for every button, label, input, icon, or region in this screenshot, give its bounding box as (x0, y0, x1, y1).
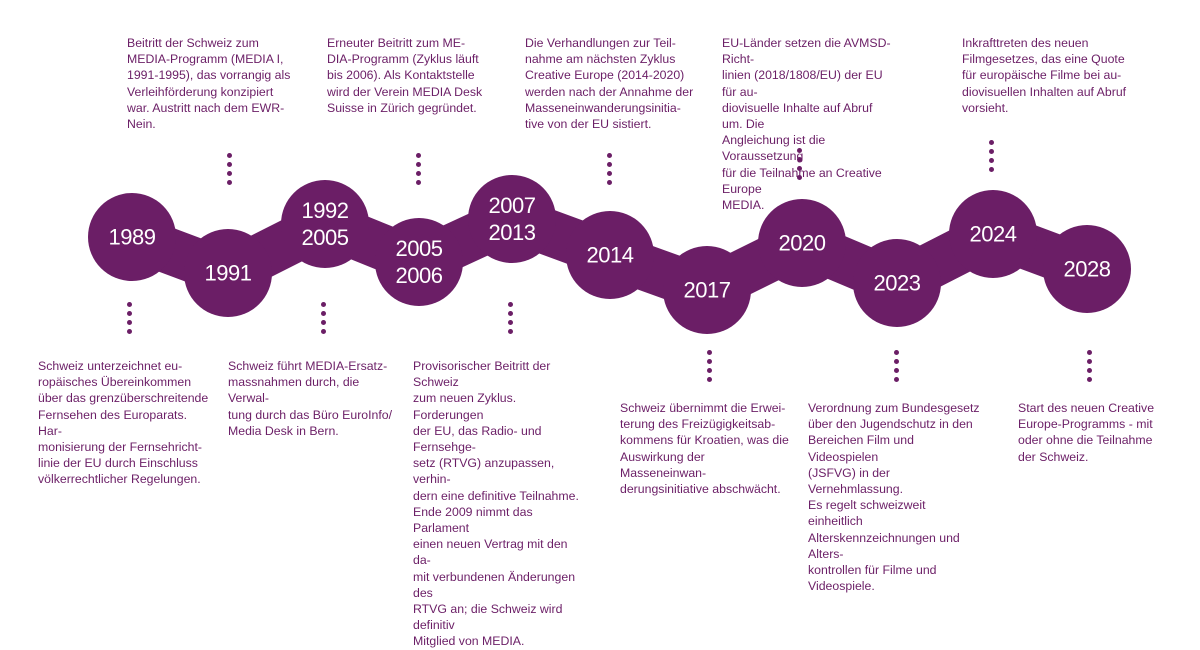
dotted-connector (989, 140, 995, 176)
connector-dot (227, 162, 232, 167)
dotted-connector (707, 350, 713, 386)
connector-dot (989, 140, 994, 145)
connector-dot (416, 153, 421, 158)
milestone-year-label: 2020 (778, 230, 826, 256)
connector-dot (416, 162, 421, 167)
milestone-year-label: 1992 (301, 198, 349, 223)
milestone-year (205, 260, 252, 287)
connector-dot (989, 158, 994, 163)
milestone-description: Schweiz übernimmt die Erwei- terung des Freizügigkeitsab- kommens für Kroatien, was die Auswirkung der Masseneinwan- derungsinitiative abschwächt. (620, 401, 789, 497)
connector-dot (707, 368, 712, 373)
milestone-year-label: 2005 (301, 225, 349, 250)
dotted-connector (508, 302, 514, 338)
milestone-description: EU-Länder setzen die AVMSD-Richt- linien (2018/1808/EU) der EU für au- diovisuelle Inhalte auf Abruf um. Die Angleichung ist die Voraussetzung für die Teilnahme an Creative Europe MEDIA. (722, 36, 891, 213)
dotted-connector (1087, 350, 1093, 386)
dotted-connector (321, 302, 327, 338)
milestone-year (970, 221, 1017, 248)
connector-dot (127, 329, 132, 334)
connector-dot (127, 311, 132, 316)
connector-dot (508, 311, 513, 316)
milestone-description: Verordnung zum Bundesgesetz über den Jugendschutz in den Bereichen Film und Videospielen (JSFVG) in der Vernehmlassung. Es regelt schweizweit einheitlich Alterskennzeichnungen und Alters- kontrollen für Filme und Videospiele. (808, 401, 980, 594)
connector-dot (227, 171, 232, 176)
milestone-description: Schweiz führt MEDIA-Ersatz- massnahmen durch, die Verwal- tung durch das Büro EuroInfo/ Media Desk in Bern. (228, 359, 393, 438)
dotted-connector (416, 153, 422, 189)
milestone-description: Provisorischer Beitritt der Schweiz zum neuen Zyklus. Forderungen der EU, das Radio- und Fernsehge- setz (RTVG) anzupassen, verhin- dern eine definitive Teilnahme. Ende 2009 nimmt das Parlament einen neuen Vertrag mit den da- mit verbundenen Änderungen des RTVG an; die Schweiz wird definitiv Mitglied von MEDIA. (413, 359, 579, 649)
connector-dot (894, 350, 899, 355)
milestone-year-label: 2013 (488, 220, 536, 245)
milestone-year (779, 230, 826, 257)
connector-dot (416, 171, 421, 176)
milestone-year-label: 2014 (586, 242, 634, 268)
milestone-description: Start des neuen Creative Europe-Programms - mit oder ohne die Teilnahme der Schweiz. (1018, 401, 1155, 464)
milestone-year (396, 235, 443, 289)
milestone-description: Beitritt der Schweiz zum MEDIA-Programm (MEDIA I, 1991-1995), das vorrangig als Verleihförderung konzipiert war. Austritt nach dem EWR- Nein. (127, 36, 291, 132)
milestone-year-label: 2028 (1063, 256, 1111, 282)
dotted-connector (607, 153, 613, 189)
connector-dot (707, 377, 712, 382)
connector-dot (127, 302, 132, 307)
connector-dot (321, 320, 326, 325)
connector-dot (321, 311, 326, 316)
milestone-year-label: 2006 (395, 263, 443, 288)
connector-dot (607, 162, 612, 167)
milestone-year (302, 197, 349, 251)
milestone-year-label: 2005 (395, 236, 443, 261)
connector-dot (989, 149, 994, 154)
connector-dot (321, 302, 326, 307)
connector-dot (607, 180, 612, 185)
connector-dot (894, 377, 899, 382)
connector-dot (227, 180, 232, 185)
connector-dot (127, 320, 132, 325)
milestone-year-label: 2007 (488, 193, 536, 218)
connector-dot (707, 350, 712, 355)
connector-dot (1087, 359, 1092, 364)
milestone-year (109, 224, 156, 251)
connector-dot (989, 167, 994, 172)
milestone-year-label: 2024 (969, 221, 1017, 247)
connector-dot (508, 302, 513, 307)
connector-dot (707, 359, 712, 364)
connector-dot (416, 180, 421, 185)
connector-dot (508, 329, 513, 334)
dotted-connector (227, 153, 233, 189)
connector-dot (894, 368, 899, 373)
milestone-year-label: 1991 (204, 260, 252, 286)
milestone-description: Schweiz unterzeichnet eu- ropäisches Übereinkommen über das grenzüberschreitende Fernsehen des Europarats. Har- monisierung der Fernsehricht- linie der EU durch Einschluss völkerrechtlicher Regelungen. (38, 359, 209, 487)
dotted-connector (894, 350, 900, 386)
connector-dot (508, 320, 513, 325)
connector-dot (607, 153, 612, 158)
milestone-description: Inkrafttreten des neuen Filmgesetzes, das eine Quote für europäische Filme bei au- diovisuellen Inhalten auf Abruf vorsieht. (962, 36, 1127, 115)
connector-dot (607, 171, 612, 176)
milestone-year (874, 270, 921, 297)
connector-dot (1087, 377, 1092, 382)
connector-dot (1087, 350, 1092, 355)
milestone-description: Erneuter Beitritt zum ME- DIA-Programm (Zyklus läuft bis 2006). Als Kontaktstelle wird der Verein MEDIA Desk Suisse in Zürich gegründet. (327, 36, 483, 115)
milestone-year-label: 2017 (683, 277, 731, 303)
milestone-year (587, 242, 634, 269)
milestone-year (489, 192, 536, 246)
milestone-year-label: 1989 (108, 224, 156, 250)
connector-dot (894, 359, 899, 364)
connector-dot (227, 153, 232, 158)
connector-dot (321, 329, 326, 334)
milestone-year (1064, 256, 1111, 283)
dotted-connector (127, 302, 133, 338)
connector-dot (1087, 368, 1092, 373)
milestone-year-label: 2023 (873, 270, 921, 296)
milestone-description: Die Verhandlungen zur Teil- nahme am nächsten Zyklus Creative Europe (2014-2020) werden nach der Annahme der Masseneinwanderungsinitia- tive von der EU sistiert. (525, 36, 694, 132)
milestone-year (684, 277, 731, 304)
